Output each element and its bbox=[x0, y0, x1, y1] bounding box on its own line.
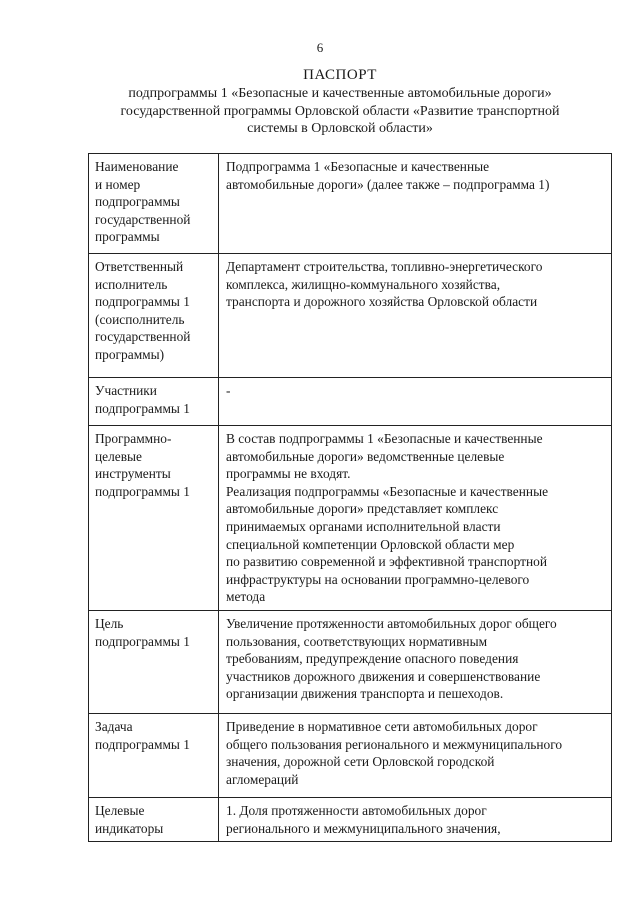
row-value: Подпрограмма 1 «Безопасные и качественные автомобильные дороги» (далее также – подпрограмма 1) bbox=[219, 154, 612, 254]
passport-table bbox=[88, 153, 612, 842]
table-row bbox=[89, 254, 612, 378]
table-row bbox=[89, 713, 612, 797]
row-value: - bbox=[219, 378, 612, 426]
table-row bbox=[89, 154, 612, 254]
page-number: 6 bbox=[316, 40, 324, 55]
document-title: ПАСПОРТ bbox=[303, 67, 377, 83]
row-label: Программно- целевые инструменты подпрограммы 1 bbox=[89, 426, 219, 611]
row-value: Приведение в нормативное сети автомобильных дорог общего пользования регионального и межмуниципального значения, дорожной сети Орловской городской агломераций bbox=[219, 713, 612, 797]
table-row bbox=[89, 426, 612, 611]
row-value: 1. Доля протяженности автомобильных дорог регионального и межмуниципального значения, bbox=[219, 797, 612, 841]
row-value: Увеличение протяженности автомобильных дорог общего пользования, соответствующих нормативным требованиям, предупреждение опасного поведения участников дорожного движения и совершенствование организации движения транспорта и пешеходов. bbox=[219, 610, 612, 713]
row-label: Участники подпрограммы 1 bbox=[89, 378, 219, 426]
row-value: В состав подпрограммы 1 «Безопасные и качественные автомобильные дороги» ведомственные целевые программы не входят. Реализация подпрограммы «Безопасные и качественные автомобильные дороги» представляет комплекс принимаемых органами исполнительной власти специальной компетенции Орловской области мер по развитию современной и эффективной транспортной инфраструктуры на основании программно-целевого метода bbox=[219, 426, 612, 611]
row-label: Цель подпрограммы 1 bbox=[89, 610, 219, 713]
table-row bbox=[89, 797, 612, 841]
row-label: Задача подпрограммы 1 bbox=[89, 713, 219, 797]
document-subtitle: подпрограммы 1 «Безопасные и качественные автомобильные дороги» государственной программы Орловской области «Развитие транспортной системы в Орловской области» bbox=[120, 86, 560, 136]
table-row bbox=[89, 378, 612, 426]
document-heading bbox=[60, 66, 620, 138]
row-label: Целевые индикаторы bbox=[89, 797, 219, 841]
row-label: Ответственный исполнитель подпрограммы 1 (соисполнитель государственной программы) bbox=[89, 254, 219, 378]
row-value: Департамент строительства, топливно-энергетического комплекса, жилищно-коммунального хозяйства, транспорта и дорожного хозяйства Орловской области bbox=[219, 254, 612, 378]
row-label: Наименование и номер подпрограммы государственной программы bbox=[89, 154, 219, 254]
table-row bbox=[89, 610, 612, 713]
